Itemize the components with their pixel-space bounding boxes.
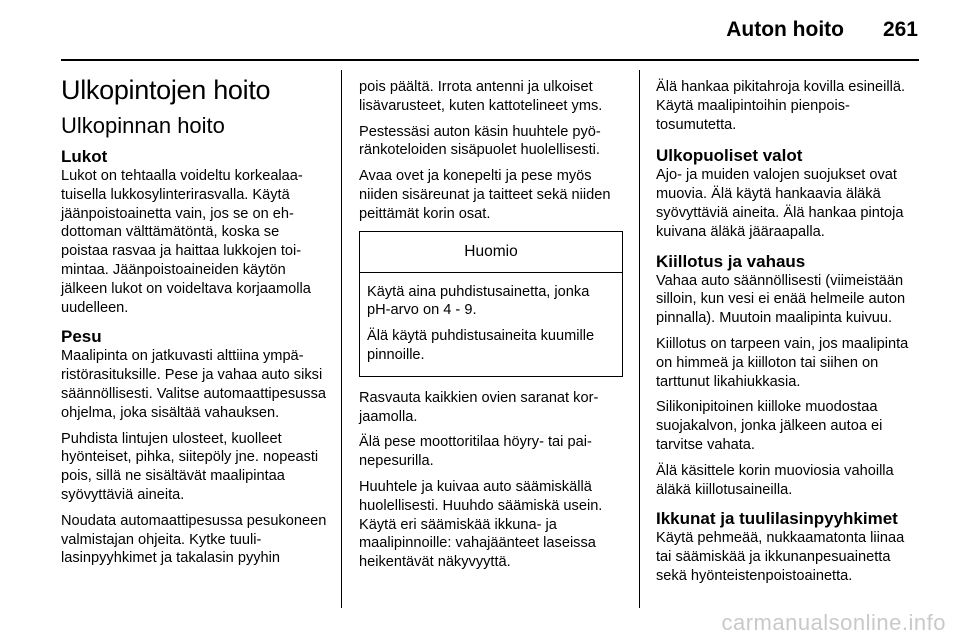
column-divider-2 [639,70,640,608]
section-ulkopuoliset-valot [656,146,922,241]
section-heading: Ulkopuoliset valot [656,146,803,166]
column-divider-1 [341,70,342,608]
section-pesu [61,327,327,568]
section-title: Ulkopinnan hoito [61,113,225,138]
section-heading: Lukot [61,147,108,166]
section-heading: Kiillotus ja vahaus [656,251,806,271]
paragraph: Huuhtele ja kuivaa auto säämiskällä huolellisesti. Huuhdo säämiskä usein. Käytä eri säämiskää ikkuna- ja maalipinnoille: vahajäänteet laseissa heikentävät näkyvyyttä. [359,478,603,571]
section-heading: Ikkunat ja tuulilasinpyyhkimet [656,509,898,529]
column-3 [656,78,922,596]
section-kiillotus-ja-vahaus [656,252,922,500]
section-heading: Pesu [61,327,102,347]
header-section-title: Auton hoito [726,18,844,41]
notice-paragraph: Älä käytä puhdistusaineita kuumille pinnoille. [367,328,595,363]
paragraph: Rasvauta kaikkien ovien saranat korjaamolla. [359,389,599,425]
notice-paragraph: Käytä aina puhdistusainetta, jonka pH-arvo on 4 - 9. [367,283,590,319]
section-lukot [61,147,327,317]
header-divider [61,59,919,61]
section-ikkunat-ja-tuulilasinpyyhkimet [656,509,922,585]
paragraph: pois päältä. Irrota antenni ja ulkoiset lisävarusteet, kuten kattotelineet yms. [359,79,603,114]
paragraph: Noudata automaattipesussa pesukoneen valmistajan ohjeita. Kytke tuulilasinpyyhkimet ja takalasin pyyhin [61,512,327,567]
paragraph: Älä pese moottoritilaa höyry- tai painepesurilla. [359,434,592,470]
paragraph: Vahaa auto säännöllisesti (viimeistään silloin, kun vesi ei enää helmeile auton pinnalla). Muutoin maalipinta kuivuu. [656,272,906,327]
watermark: carmanualsonline.info [721,610,946,635]
chapter-title: Ulkopintojen hoito [61,75,271,105]
column-1 [61,74,327,578]
paragraph: Älä käsittele korin muoviosia vahoilla äläkä kiillotusaineilla. [656,462,894,498]
paragraph: Pestessäsi auton käsin huuhtele pyöränkoteloiden sisäpuolet huolellisesti. [359,123,601,159]
paragraph: Maalipinta on jatkuvasti alttiina ympäristörasituksille. Pese ja vahaa auto siksi säännöllisesti. Valitse automaattipesussa ohjelma, joka sisältää vahauksen. [61,348,326,421]
paragraph: Avaa ovet ja konepelti ja pese myös niiden sisäreunat ja taitteet sekä niiden peittämät korin osat. [359,168,611,222]
paragraph: Älä hankaa pikitahroja kovilla esineillä. Käytä maalipintoihin pienpoistosumutetta. [656,79,906,133]
paragraph: Käytä pehmeää, nukkaamatonta liinaa tai säämiskää ja ikkunanpesuainetta sekä hyönteistenpoistoainetta. [656,530,905,584]
page-number: 261 [882,18,918,41]
notice-heading: Huomio [360,232,622,273]
notice-box [359,231,623,377]
paragraph: Lukot on tehtaalla voideltu korkealaatuisella lukkosylinterirasvalla. Käytä jäänpoistoainetta vain, jos se on ehdottoman välttämätöntä, koska se poistaa rasvaa ja haittaa lukkojen toimintaa. Jäänpoistoaineiden käytön jälkeen lukot on voideltava korjaamolla uudelleen. [61,168,311,316]
paragraph: Puhdista lintujen ulosteet, kuolleet hyönteiset, pihka, siitepöly jne. nopeasti pois, sillä ne sisältävät maalipintaa syövyttäviä aineita. [61,430,319,503]
page-header [0,0,960,60]
notice-body [360,273,622,376]
paragraph: Kiillotus on tarpeen vain, jos maalipinta on himmeä ja kiilloton tai siihen on tarttunut likahiukkasia. [656,335,909,390]
column-2 [359,78,625,579]
paragraph: Ajo- ja muiden valojen suojukset ovat muovia. Älä käytä hankaavia äläkä syövyttäviä aineita. Älä hankaa pintoja kuivana äläkä jääraapalla. [656,167,904,240]
paragraph: Silikonipitoinen kiilloke muodostaa suojakalvon, jonka jälkeen autoa ei tarvitse vahata. [656,399,883,453]
